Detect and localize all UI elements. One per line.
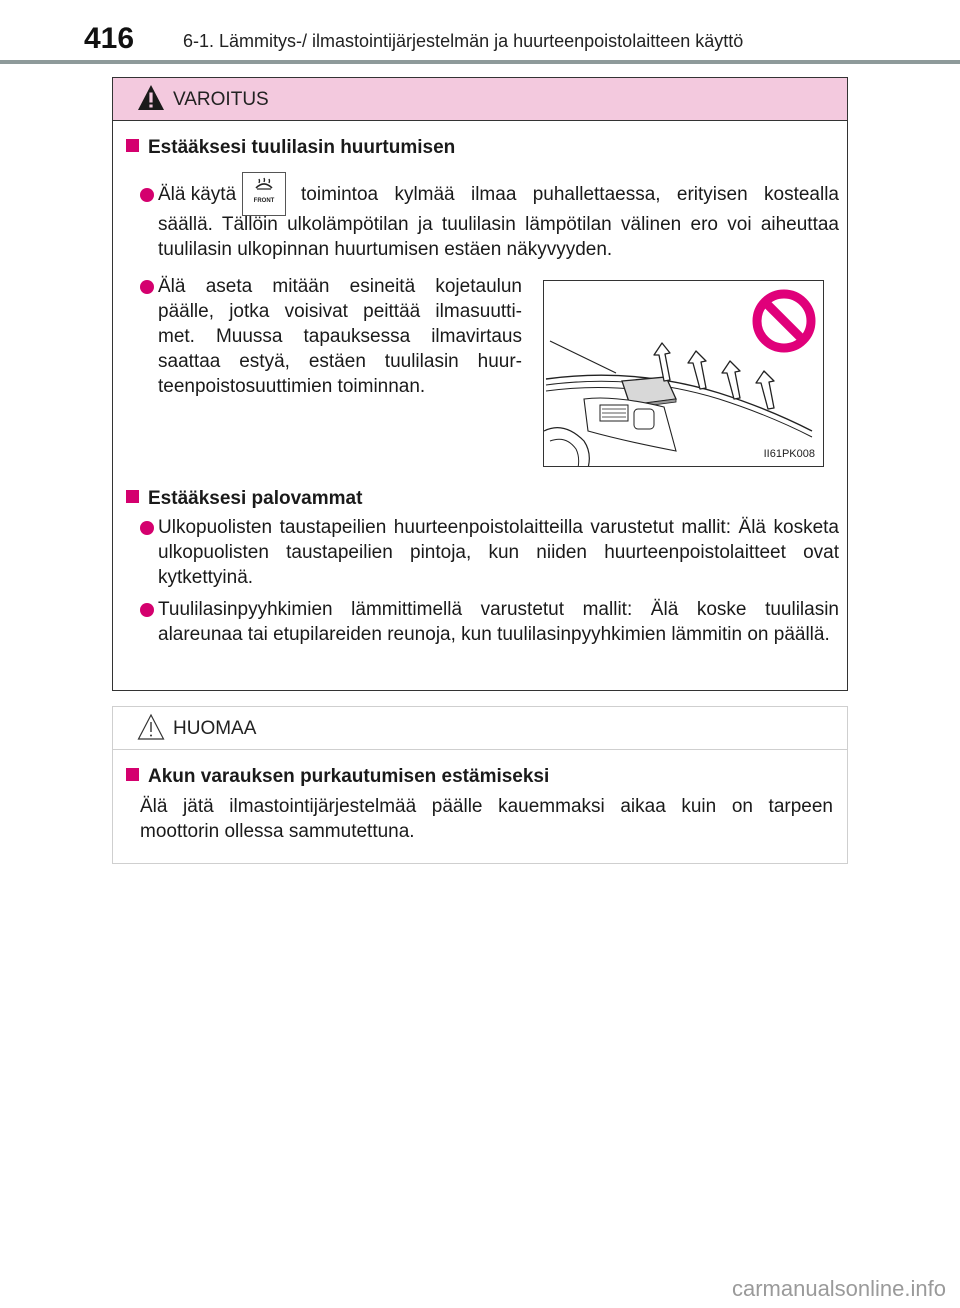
- warning-label: VAROITUS: [173, 89, 269, 110]
- circle-bullet-icon: [140, 603, 154, 617]
- warning-triangle-icon: [137, 84, 165, 112]
- bullet2-line: teenpoistosuuttimien toiminnan.: [158, 376, 426, 397]
- burns-bullet1-text: Ulkopuolisten taustapeilien huurteenpoistolaitteilla varustetut mallit: Älä kosketa ulkopuolisten taustapeilien pintoja, kun niiden huurteenpoistolaitteet ovat kytkettyinä.: [158, 517, 839, 588]
- page-header: [0, 0, 960, 70]
- dashboard-illustration: [543, 280, 824, 467]
- warning-header: [113, 78, 847, 121]
- square-bullet-icon: [126, 490, 139, 503]
- burns-bullet2-text: Tuulilasinpyyhkimien lämmittimellä varustetut mallit: Älä koske tuulilasin alareunaa tai etupilareiden reunoja, kun tuulilasinpyyhkimien lämmitin on päällä.: [158, 599, 839, 645]
- notice-header: [113, 707, 847, 750]
- bullet1-after-icon: toimintoa kylmää ilmaa puhallettaessa, erityisen kostealla: [301, 184, 839, 205]
- bullet1-continuation: säällä. Tällöin ulkolämpötilan ja tuulilasin lämpötilan välinen ero voi aiheuttaa tuulilasin ulkopinnan huurtumisen estäen näkyvyyden.: [158, 214, 839, 260]
- notice-label: HUOMAA: [173, 718, 257, 739]
- caution-triangle-icon: [137, 713, 165, 741]
- notice-title: [126, 766, 549, 788]
- section-title-text: Estääksesi tuulilasin huurtumisen: [148, 137, 456, 158]
- bullet2-line: saattaa estyä, estäen tuulilasin huur-: [158, 351, 522, 372]
- front-defroster-button-icon: [242, 172, 286, 216]
- bullet2-line: Älä aseta mitään esineitä kojetaulun: [158, 276, 522, 297]
- circle-bullet-icon: [140, 188, 154, 202]
- header-rule: [0, 60, 960, 64]
- section-title-text: Estääksesi palovammat: [148, 488, 363, 509]
- page-number: 416: [84, 22, 135, 55]
- notice-text: Älä jätä ilmastointijärjestelmää päälle kauemmaksi aikaa kuin on tarpeen moottorin ollessa sammutettuna.: [140, 796, 833, 842]
- square-bullet-icon: [126, 768, 139, 781]
- bullet1-before-icon: Älä käytä: [158, 184, 237, 205]
- bullet2-text: [158, 274, 522, 399]
- notice-title-text: Akun varauksen purkautumisen estämiseksi: [148, 766, 550, 787]
- circle-bullet-icon: [140, 280, 154, 294]
- section-title-burns: [126, 488, 362, 510]
- bullet2-line: met. Muussa tapauksessa ilmavirtaus: [158, 326, 522, 347]
- section-title-defog: [126, 137, 455, 159]
- dashboard-vents-drawing: [544, 281, 824, 467]
- front-label: FRONT: [253, 198, 275, 204]
- circle-bullet-icon: [140, 521, 154, 535]
- bullet2-line: päälle, jotka voisivat peittää ilmasuutti-: [158, 301, 522, 322]
- figure-code: II61PK008: [763, 448, 815, 460]
- watermark: carmanualsonline.info: [731, 1276, 946, 1301]
- chapter-title: 6-1. Lämmitys-/ ilmastointijärjestelmän ja huurteenpoistolaitteen käyttö: [183, 31, 744, 51]
- square-bullet-icon: [126, 139, 139, 152]
